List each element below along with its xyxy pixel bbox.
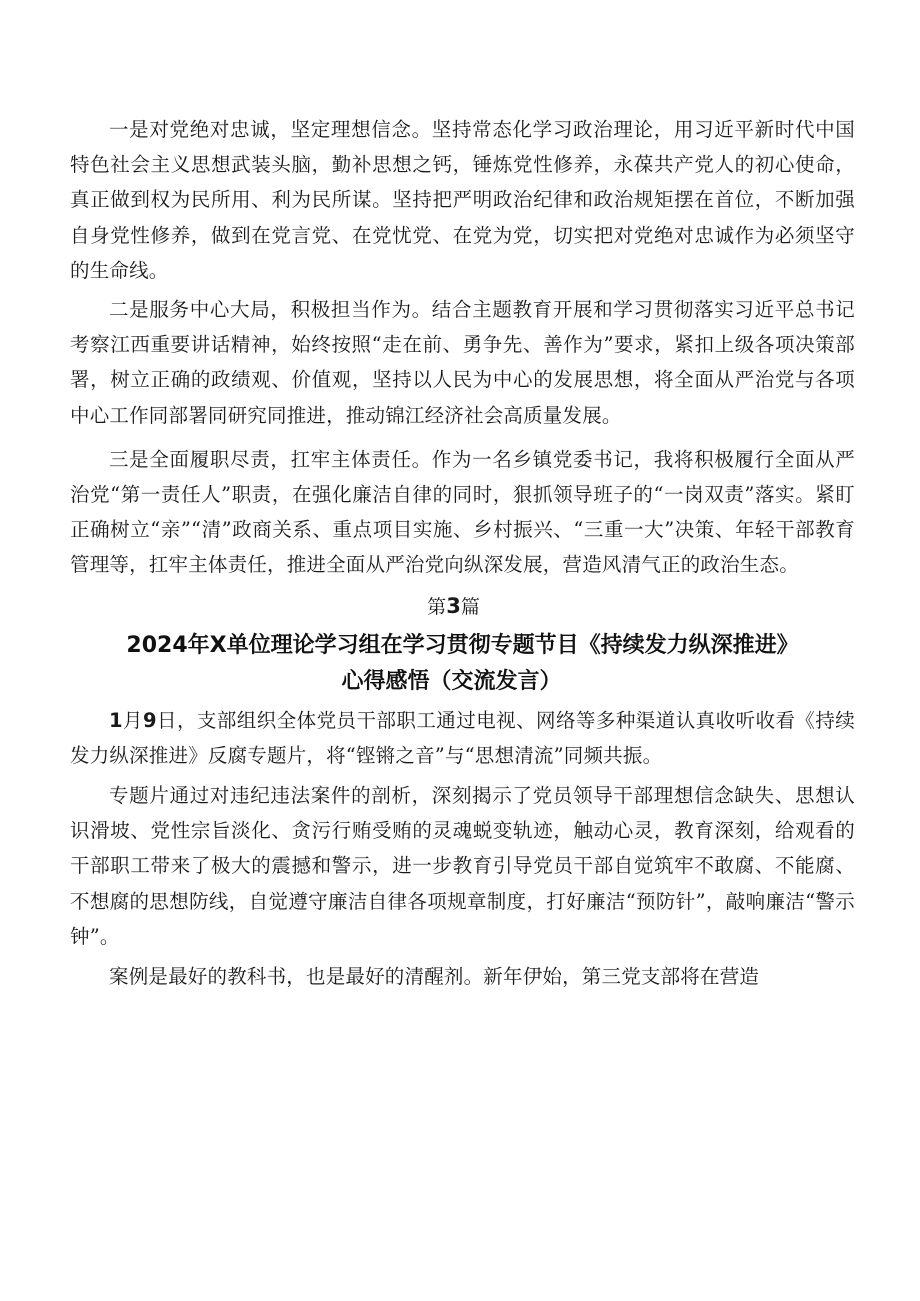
date-intro-text: 日，支部组织全体党员干部职工通过电视、网络等多种渠道认真收听收看《持续发力纵深推进》反腐专题片，将“铿锵之音”与“思想清流”同频共振。: [70, 708, 855, 767]
date-month: 1: [109, 708, 123, 732]
date-month-char: 月: [122, 708, 143, 732]
paragraph-loyalty: 一是对党绝对忠诚，坚定理想信念。坚持常态化学习政治理论，用习近平新时代中国特色社会主义思想武装头脑，勤补思想之钙，锤炼党性修养，永葆共产党人的初心使命，真正做到权为民所用、利为民所谋。坚持把严明政治纪律和政治规矩摆在首位，不断加强自身党性修养，做到在党言党、在党忧党、在党为党，切实把对党绝对忠诚作为必须坚守的生命线。: [70, 118, 855, 282]
paragraph-date-intro: [70, 703, 855, 773]
date-day: 9: [142, 708, 157, 732]
chapter-number: 3: [446, 593, 461, 618]
section-1: [70, 112, 855, 583]
paragraph-responsibility: 三是全面履职尽责，扛牢主体责任。作为一名乡镇党委书记，我将积极履行全面从严治党“第一责任人”职责，在强化廉洁自律的同时，狠抓领导班子的“一岗双责”落实。紧盯正确树立“亲”“清”政商关系、重点项目实施、乡村振兴、“三重一大”决策、年轻干部教育管理等，扛牢主体责任，推进全面从严治党向纵深发展，营造风清气正的政治生态。: [70, 447, 855, 577]
chapter-suffix: 篇: [460, 595, 480, 618]
paragraph-analysis: 专题片通过对违纪违法案件的剖析，深刻揭示了党员领导干部理想信念缺失、思想认识滑坡、党性宗旨淡化、贪污行贿受贿的灵魂蜕变轨迹，触动心灵，教育深刻，给观看的干部职工带来了极大的震撼和警示，进一步教育引导党员干部自觉筑牢不敢腐、不能腐、不想腐的思想防线，自觉遵守廉洁自律各项规章制度，打好廉洁“预防针”，敲响廉洁“警示钟”。: [70, 784, 855, 948]
paragraph-case: 案例是最好的教科书，也是最好的清醒剂。新年伊始，第三党支部将在营造: [109, 965, 760, 989]
document-page: [70, 112, 855, 994]
chapter-heading: [70, 589, 855, 624]
paragraph-service: 二是服务中心大局，积极担当作为。结合主题教育开展和学习贯彻落实习近平总书记考察江西重要讲话精神，始终按照“走在前、勇争先、善作为”要求，紧扣上级各项决策部署，树立正确的政绩观、价值观，坚持以人民为中心的发展思想，将全面从严治党与各项中心工作同部署同研究同推进，推动锦江经济社会高质量发展。: [70, 298, 855, 427]
section-2: [70, 703, 855, 995]
title-line-1: 2024年X单位理论学习组在学习贯彻专题节目《持续发力纵深推进》: [126, 632, 799, 658]
article-title: [70, 628, 855, 700]
chapter-prefix: 第: [427, 595, 447, 618]
title-line-2: 心得感悟（交流发言）: [341, 668, 562, 694]
